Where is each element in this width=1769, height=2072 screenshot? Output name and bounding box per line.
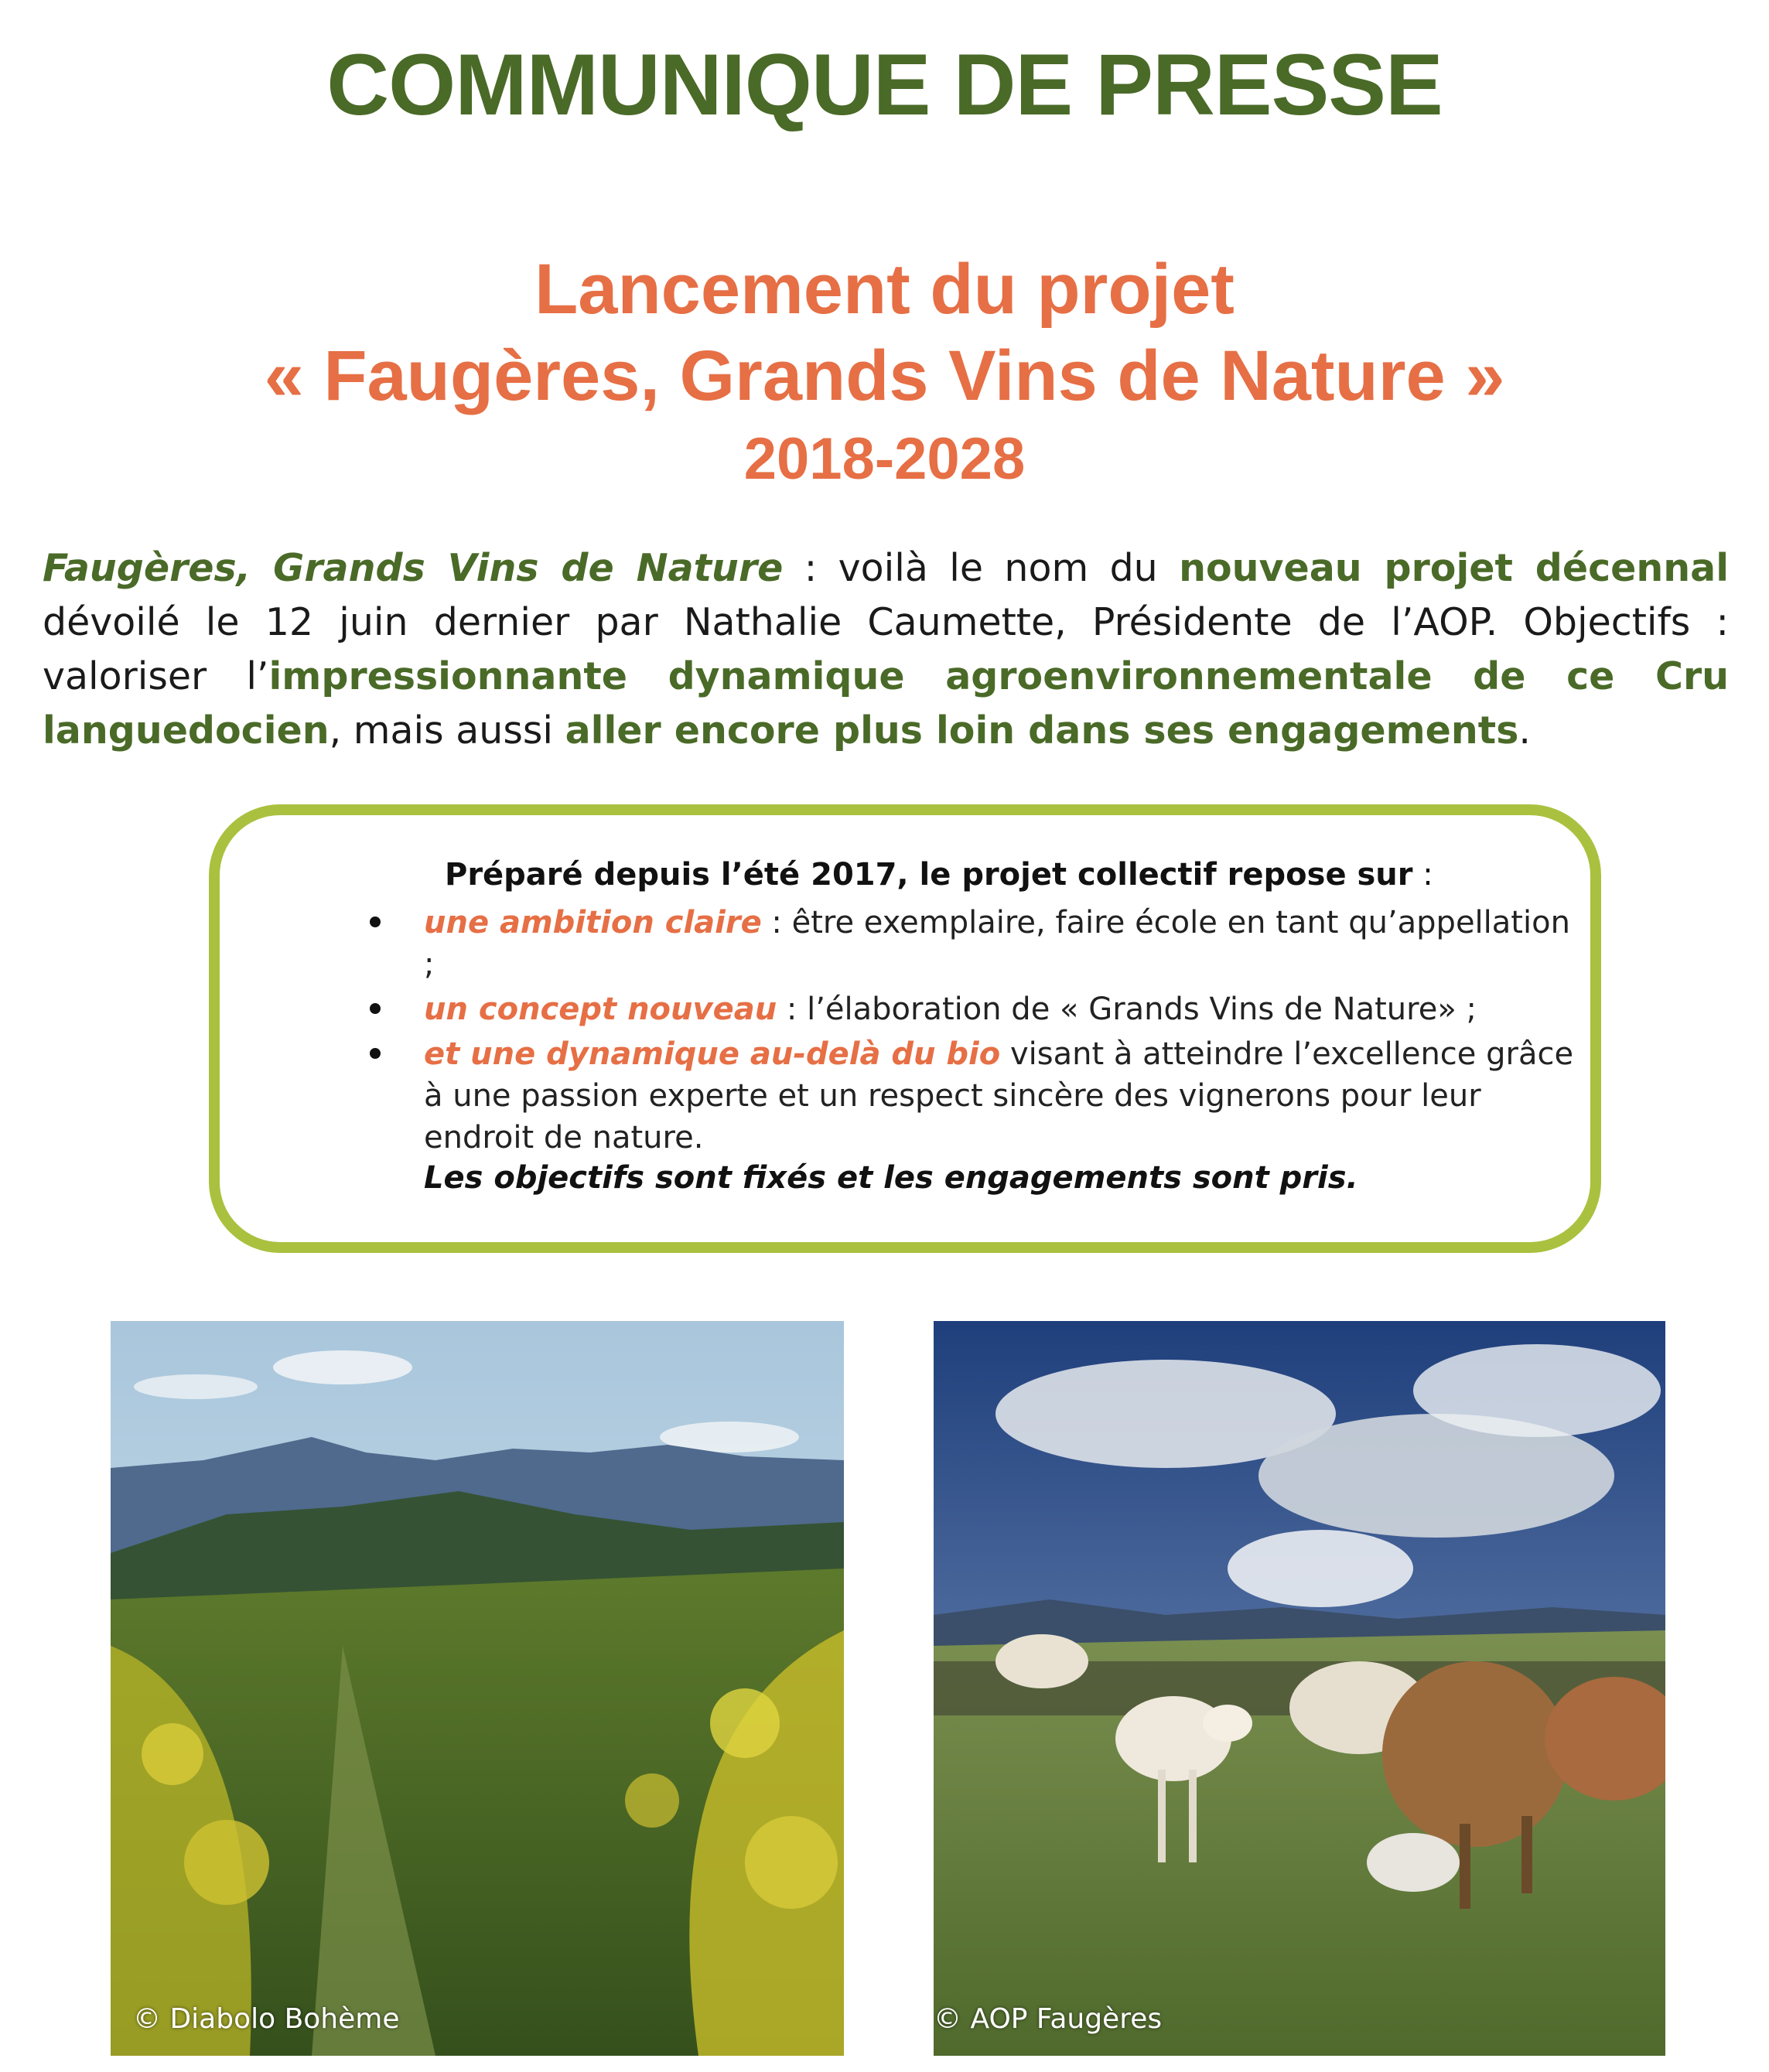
list-item-text: visant à atteindre l’excellence grâce à une passion experte et un respect sincère des vignerons pour leur endroit de nature. <box>424 1036 1574 1155</box>
box-lead <box>445 857 1605 893</box>
vineyard-image <box>111 1321 844 2056</box>
list-item-text: : être exemplaire, faire école en tant qu’appellation ; <box>424 905 1570 982</box>
intro-emphasis-1: nouveau projet décennal <box>1179 546 1729 590</box>
list-item-highlight: une ambition claire <box>424 905 762 940</box>
highlights-list <box>424 902 1584 1162</box>
project-name: Faugères, Grands Vins de Nature <box>43 546 784 590</box>
left-photo-credit: © Diabolo Bohème <box>133 2003 400 2035</box>
intro-paragraph <box>43 541 1729 758</box>
bullet-icon <box>370 917 381 927</box>
sheep-image <box>934 1321 1665 2056</box>
list-item-highlight: et une dynamique au-delà du bio <box>424 1036 1001 1072</box>
intro-text-2: dévoilé le 12 juin dernier par Nathalie Caumette, Présidente de l’AOP. Objectifs : valoriser l’ <box>43 600 1729 698</box>
list-item-text: : l’élaboration de « Grands Vins de Nature» ; <box>777 992 1477 1027</box>
headline-years: 2018-2028 <box>743 426 1026 492</box>
headline <box>0 246 1769 500</box>
closing-statement: Les objectifs sont fixés et les engagements sont pris. <box>424 1160 1358 1196</box>
bullet-icon <box>370 1048 381 1059</box>
intro-emphasis-3: aller encore plus loin dans ses engagements <box>565 708 1519 753</box>
list-item <box>424 1033 1584 1159</box>
intro-text-3: , mais aussi <box>329 708 565 753</box>
intro-text-1: : voilà le nom du <box>783 546 1180 590</box>
list-item-highlight: un concept nouveau <box>424 992 777 1027</box>
list-item <box>424 988 1584 1030</box>
sheep-photo <box>934 1321 1665 2056</box>
box-lead-tail: : <box>1412 857 1433 893</box>
intro-text-4: . <box>1518 708 1531 753</box>
box-lead-text: Préparé depuis l’été 2017, le projet collectif repose sur <box>445 857 1413 893</box>
headline-line-1: Lancement du projet <box>534 250 1235 329</box>
list-item <box>424 902 1584 985</box>
bullet-icon <box>370 1003 381 1014</box>
intro-emphasis-2: impressionnante dynamique agroenvironnementale de ce Cru languedocien <box>43 654 1729 753</box>
vineyard-photo <box>111 1321 844 2056</box>
right-photo-credit: © AOP Faugères <box>934 2003 1163 2035</box>
press-release-heading: COMMUNIQUE DE PRESSE <box>326 36 1443 133</box>
headline-line-2: « Faugères, Grands Vins de Nature » <box>264 336 1505 415</box>
